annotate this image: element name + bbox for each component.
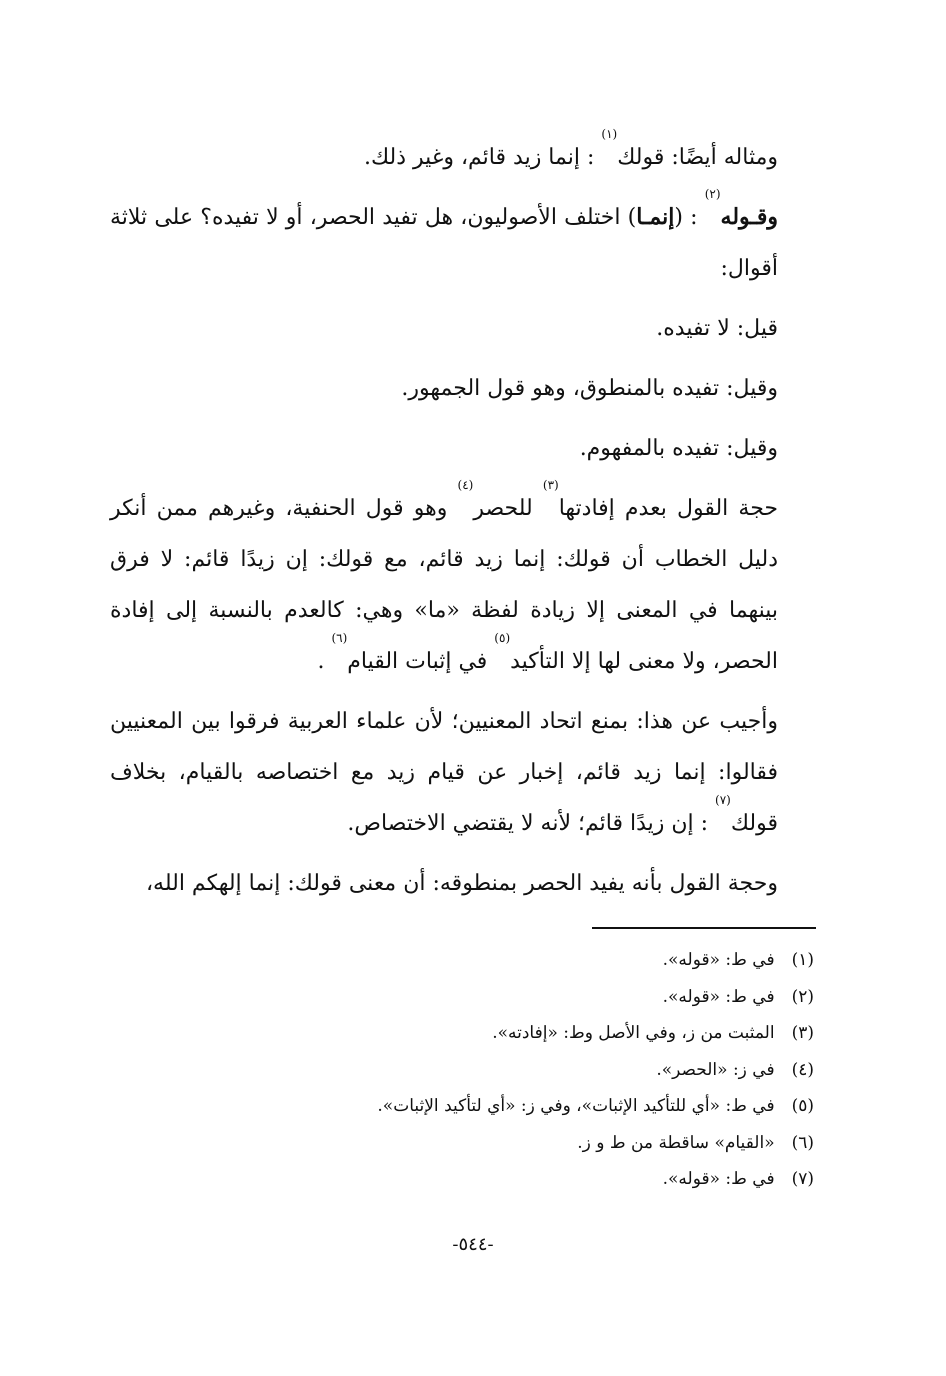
footnote-number: (٦) bbox=[791, 1132, 814, 1153]
footnote-text: في ز: «الحصر». bbox=[656, 1059, 775, 1080]
footnote-item bbox=[254, 1125, 814, 1162]
paragraph-innama bbox=[110, 187, 818, 294]
text-run: : إن زيدًا قائم؛ لأنه لا يقتضي الاختصاص. bbox=[347, 811, 716, 836]
footnote-item bbox=[254, 1015, 814, 1052]
footnote-ref-3: (٣) bbox=[542, 478, 559, 492]
page-number: -٥٤٤- bbox=[452, 1234, 494, 1255]
footnote-number: (٧) bbox=[791, 1169, 814, 1189]
footnote-ref-4: (٤) bbox=[457, 478, 474, 492]
footnote-item bbox=[254, 942, 814, 979]
text-run: . bbox=[317, 649, 332, 674]
text-run: ومثاله أيضًا: قولك bbox=[617, 145, 778, 170]
text-run: حجة القول بعدم إفادتها bbox=[558, 496, 778, 521]
footnote-item bbox=[254, 1052, 814, 1089]
footnote-ref-2: (٢) bbox=[704, 187, 721, 201]
footnote-text: في ط: «قوله». bbox=[662, 986, 775, 1007]
footnote-ref-5: (٥) bbox=[494, 631, 511, 645]
text-run: وأجيب عن هذا: بمنع اتحاد المعنيين؛ لأن علماء العربية فرقوا بين المعنيين فقالوا: إنما زيد قائم، إخبار عن قيام زيد مع اختصاصه بالقيام، بخلاف قولك bbox=[110, 709, 778, 836]
text-run: للحصر bbox=[473, 496, 543, 521]
footnote-number: (٢) bbox=[791, 986, 814, 1007]
footnote-number: (٥) bbox=[791, 1096, 814, 1116]
footnote-ref-6: (٦) bbox=[331, 631, 348, 645]
footnote-ref-1: (١) bbox=[601, 127, 618, 141]
footnote-number: (١) bbox=[791, 950, 814, 970]
footnote-text: «القيام» ساقطة من ط و ز. bbox=[577, 1132, 775, 1153]
footnote-item bbox=[254, 1088, 814, 1125]
paragraph-argument-2: وحجة القول بأنه يفيد الحصر بمنطوقه: أن معنى قولك: إنما إلهكم الله، bbox=[145, 871, 778, 896]
footnote-number: (٤) bbox=[791, 1059, 814, 1080]
paragraph-reply bbox=[110, 696, 818, 849]
text-run: ) اختلف الأصوليون، هل تفيد الحصر، أو لا تفيده؟ على ثلاثة أقوال: bbox=[110, 205, 778, 281]
footnote-text: في ط: «أي للتأكيد الإثبات»، وفي ز: «أي لتأكيد الإثبات». bbox=[377, 1096, 775, 1116]
text-run: : ( bbox=[674, 205, 705, 230]
text-run: : إنما زيد قائم، وغير ذلك. bbox=[364, 145, 602, 170]
paragraph-example bbox=[110, 127, 818, 183]
footnote-text: في ط: «قوله». bbox=[662, 1169, 775, 1189]
footnotes bbox=[254, 942, 814, 1198]
paragraph-opinion-1: قيل: لا تفيده. bbox=[656, 316, 778, 341]
text-run: في إثبات القيام bbox=[347, 649, 495, 674]
bold-keyword: إنمـا bbox=[636, 204, 675, 230]
footnote-number: (٣) bbox=[791, 1023, 814, 1043]
footnote-ref-7: (٧) bbox=[715, 793, 731, 807]
footnote-text: المثبت من ز، وفي الأصل وط: «إفادته». bbox=[492, 1023, 775, 1043]
bold-heading-word: وقـوله bbox=[720, 204, 778, 230]
paragraph-argument-1 bbox=[110, 478, 818, 687]
footnote-text: في ط: «قوله». bbox=[662, 950, 775, 970]
footnote-separator bbox=[592, 927, 816, 929]
paragraph-opinion-3: وقيل: تفيده بالمفهوم. bbox=[579, 436, 778, 461]
footnote-item bbox=[254, 979, 814, 1016]
paragraph-opinion-2: وقيل: تفيده بالمنطوق، وهو قول الجمهور. bbox=[401, 376, 778, 401]
footnote-item bbox=[254, 1161, 814, 1198]
text-run: وهو قول الحنفية، وغيرهم ممن أنكر دليل الخطاب أن قولك: إنما زيد قائم، مع قولك: إن زيدًا قائم: لا فرق بينهما في المعنى إلا زيادة لفظة «ما» وهي: كالعدم بالنسبة إلى إفادة الحصر، ولا معنى لها إلا التأكيد bbox=[110, 496, 778, 674]
main-text bbox=[110, 127, 818, 918]
